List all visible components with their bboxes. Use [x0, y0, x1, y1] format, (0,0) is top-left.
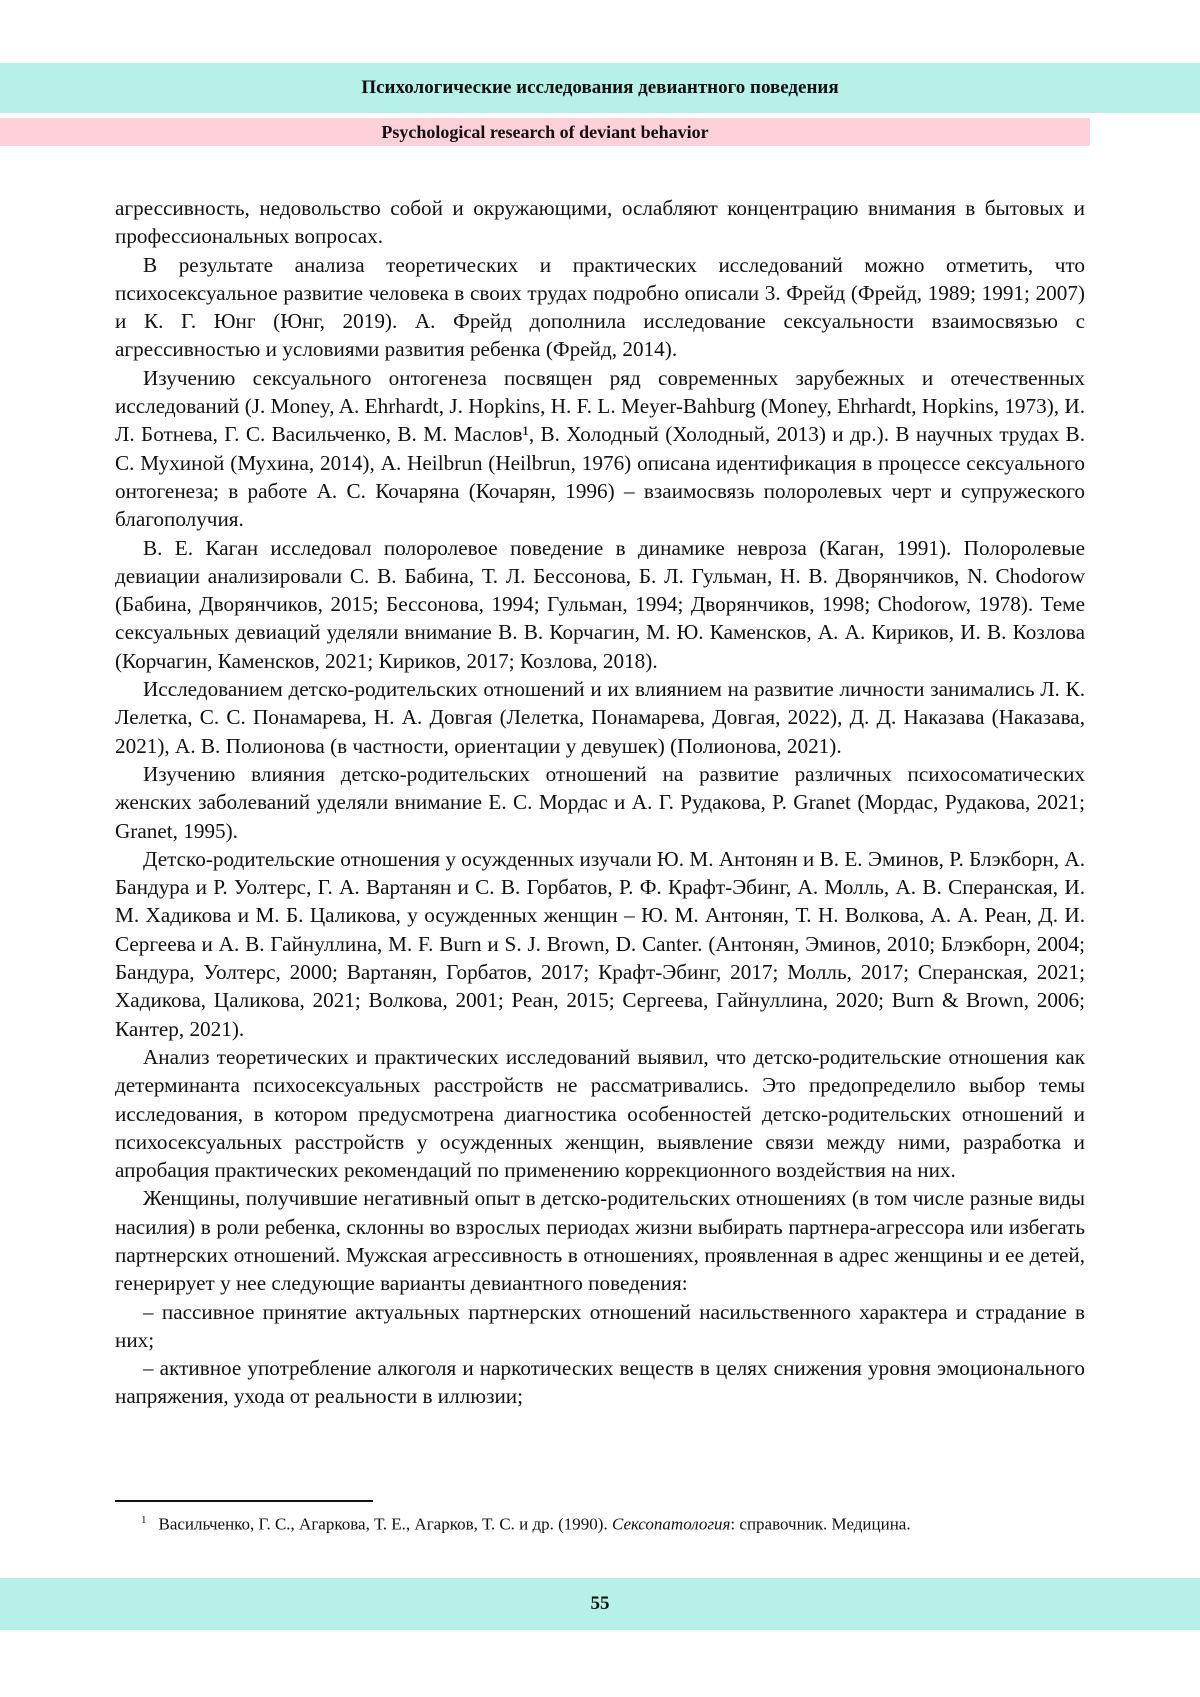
paragraph: Исследованием детско-родительских отношений и их влиянием на развитие личности занимались Л. К. Лелетка, С. С. Понамарева, Н. А. Довгая (Лелетка, Понамарева, Довгая, 2022), Д. Д. Наказава (Наказава, 2021), А. В. Полионова (в частности, ориентации у девушек) (Полионова, 2021). [115, 677, 1085, 758]
footnote-italic-title: Сексопатология [611, 1514, 731, 1534]
header-title-en: Psychological research of deviant behavior [381, 121, 709, 142]
footnote-divider [115, 1500, 373, 1502]
list-item: – активное употребление алкоголя и наркотических веществ в целях снижения уровня эмоционального напряжения, ухода от реальности в иллюзии; [115, 1356, 1085, 1409]
footnote [141, 1508, 1091, 1537]
paragraph: Детско-родительские отношения у осужденных изучали Ю. М. Антонян и В. Е. Эминов, Р. Блэкборн, А. Бандура и Р. Уолтерс, Г. А. Вартанян и С. В. Горбатов, Р. Ф. Крафт-Эбинг, А. Молль, А. В. Сперанская, И. М. Хадикова и М. Б. Цаликова, у осужденных женщин – Ю. М. Антонян, Т. Н. Волкова, А. А. Реан, Д. И. Сергеева и А. В. Гайнуллина, M. F. Burn и S. J. Brown, D. Canter. (Антонян, Эминов, 2010; Блэкборн, 2004; Бандура, Уолтерс, 2000; Вартанян, Горбатов, 2017; Крафт-Эбинг, 2017; Молль, 2017; Сперанская, 2021; Хадикова, Цаликова, 2021; Волкова, 2001; Реан, 2015; Сергеева, Гайнуллина, 2020; Burn & Brown, 2006; Кантер, 2021). [115, 846, 1085, 1041]
page-footer [0, 1578, 1200, 1630]
paragraph: Женщины, получившие негативный опыт в детско-родительских отношениях (в том числе разные виды насилия) в роли ребенка, склонны во взрослых периодах жизни выбирать партнера-агрессора или избегать партнерских отношений. Мужская агрессивность в отношениях, проявленная в адрес женщины и ее детей, генерирует у нее следующие варианты девиантного поведения: [115, 1186, 1085, 1296]
footnote-number: 1 [141, 1514, 147, 1526]
list-item: – пассивное принятие актуальных партнерских отношений насильственного характера и страдание в них; [115, 1299, 1085, 1352]
paragraph: В результате анализа теоретических и практических исследований можно отметить, что психосексуальное развитие человека в своих трудах подробно описали 3. Фрейд (Фрейд, 1989; 1991; 2007) и К. Г. Юнг (Юнг, 2019). А. Фрейд дополнила исследование сексуальности взаимосвязью с агрессивностью и условиями развития ребенка (Фрейд, 2014). [115, 252, 1085, 362]
article-body [115, 194, 1085, 1411]
footnote-text: Васильченко, Г. С., Агаркова, Т. Е., Агарков, Т. С. и др. (1990). [158, 1514, 612, 1534]
paragraph: В. Е. Каган исследовал полоролевое поведение в динамике невроза (Каган, 1991). Полоролевые девиации анализировали С. В. Бабина, Т. Л. Бессонова, Б. Л. Гульман, Н. В. Дворянчиков, N. Chodorow (Бабина, Дворянчиков, 2015; Бессонова, 1994; Гульман, 1994; Дворянчиков, 1998; Chodorow, 1978). Теме сексуальных девиаций уделяли внимание В. В. Корчагин, М. Ю. Каменсков, А. А. Кириков, И. В. Козлова (Корчагин, Каменсков, 2021; Кириков, 2017; Козлова, 2018). [115, 535, 1085, 673]
page-number: 55 [590, 1593, 610, 1614]
paragraph-continuation: агрессивность, недовольство собой и окружающими, ослабляют концентрацию внимания в бытовых и профессиональных вопросах. [115, 196, 1085, 249]
journal-section-title-en [0, 118, 1090, 146]
header-title-ru: Психологические исследования девиантного поведения [361, 77, 839, 98]
footnote-text-end: : справочник. Медицина. [730, 1514, 911, 1534]
paragraph: Анализ теоретических и практических исследований выявил, что детско-родительские отношения как детерминанта психосексуальных расстройств не рассматривались. Это предопределило выбор темы исследования, в котором предусмотрена диагностика особенностей детско-родительских отношений и психосексуальных расстройств у осужденных женщин, выявление связи между ними, разработка и апробация практических рекомендаций по применению коррекционного воздействия на них. [115, 1044, 1085, 1183]
journal-section-title-ru [0, 63, 1200, 113]
paragraph: Изучению сексуального онтогенеза посвящен ряд современных зарубежных и отечественных исследований (J. Money, A. Ehrhardt, J. Hopkins, H. F. L. Meyer-Bahburg (Money, Ehrhardt, Hopkins, 1973), И. Л. Ботнева, Г. С. Васильченко, В. М. Маслов¹, В. Холодный (Холодный, 2013) и др.). В научных трудах В. С. Мухиной (Мухина, 2014), A. Heilbrun (Heilbrun, 1976) описана идентификация в процессе сексуального онтогенеза; в работе А. С. Кочаряна (Кочарян, 1996) – взаимосвязь полоролевых черт и супружеского благополучия. [115, 365, 1085, 532]
paragraph: Изучению влияния детско-родительских отношений на развитие различных психосоматических женских заболеваний уделяли внимание Е. С. Мордас и А. Г. Рудакова, P. Granet (Мордас, Рудакова, 2021; Granet, 1995). [115, 761, 1085, 843]
